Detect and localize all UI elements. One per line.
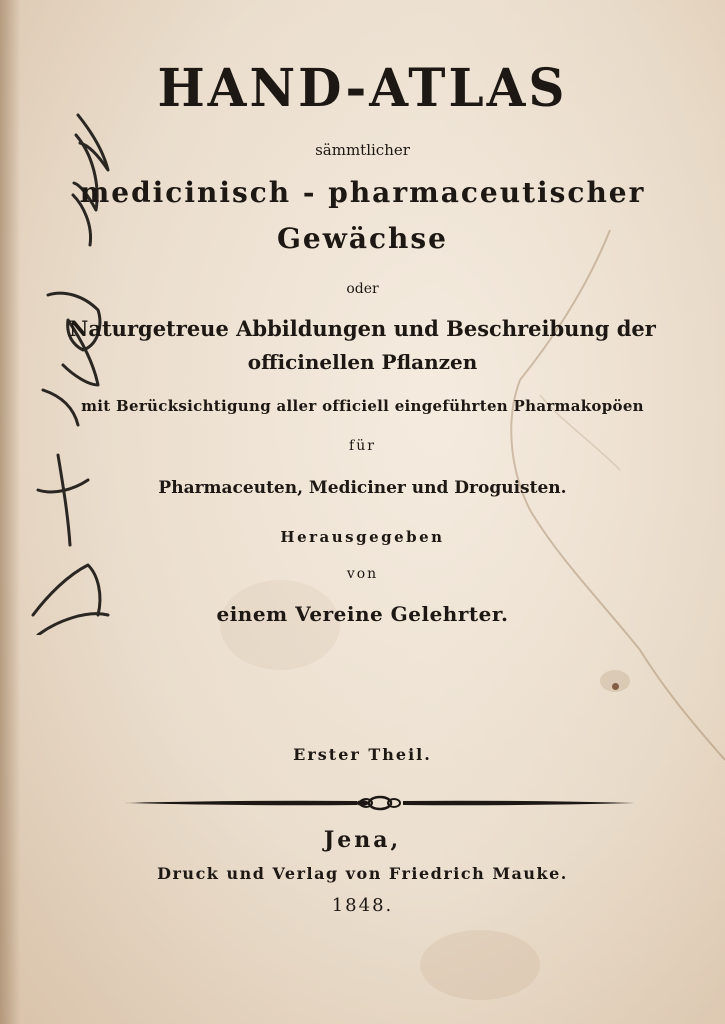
paper-stain — [420, 930, 540, 1000]
imprint-place: Jena, — [323, 827, 402, 853]
main-title: HAND-ATLAS — [157, 56, 568, 119]
subtitle-officinellen: officinellen Pflanzen — [247, 350, 478, 374]
connector-von: von — [346, 566, 379, 582]
ornamental-rule — [125, 795, 635, 811]
editor-line: einem Vereine Gelehrter. — [216, 602, 509, 626]
imprint-publisher: Druck und Verlag von Friedrich Mauke. — [157, 864, 568, 883]
subtitle-pharmakopoen: mit Berücksichtigung aller officiell eingeführten Pharmakopöen — [81, 397, 644, 415]
connector-oder: oder — [346, 281, 379, 297]
connector-fur: für — [349, 438, 376, 454]
audience-line: Pharmaceuten, Mediciner und Droguisten. — [158, 478, 567, 498]
subtitle-naturgetreue: Naturgetreue Abbildungen und Beschreibung der — [69, 316, 656, 341]
subtitle-sammtlicher: sämmtlicher — [315, 141, 410, 159]
volume-label: Erster Theil. — [293, 745, 432, 764]
imprint-year: 1848. — [331, 895, 394, 916]
paper-stain — [612, 683, 619, 690]
subtitle-medicinisch: medicinisch - pharmaceutischer — [79, 176, 646, 209]
subtitle-gewachse: Gewächse — [277, 222, 448, 255]
herausgegeben-line: Herausgegeben — [280, 528, 445, 546]
